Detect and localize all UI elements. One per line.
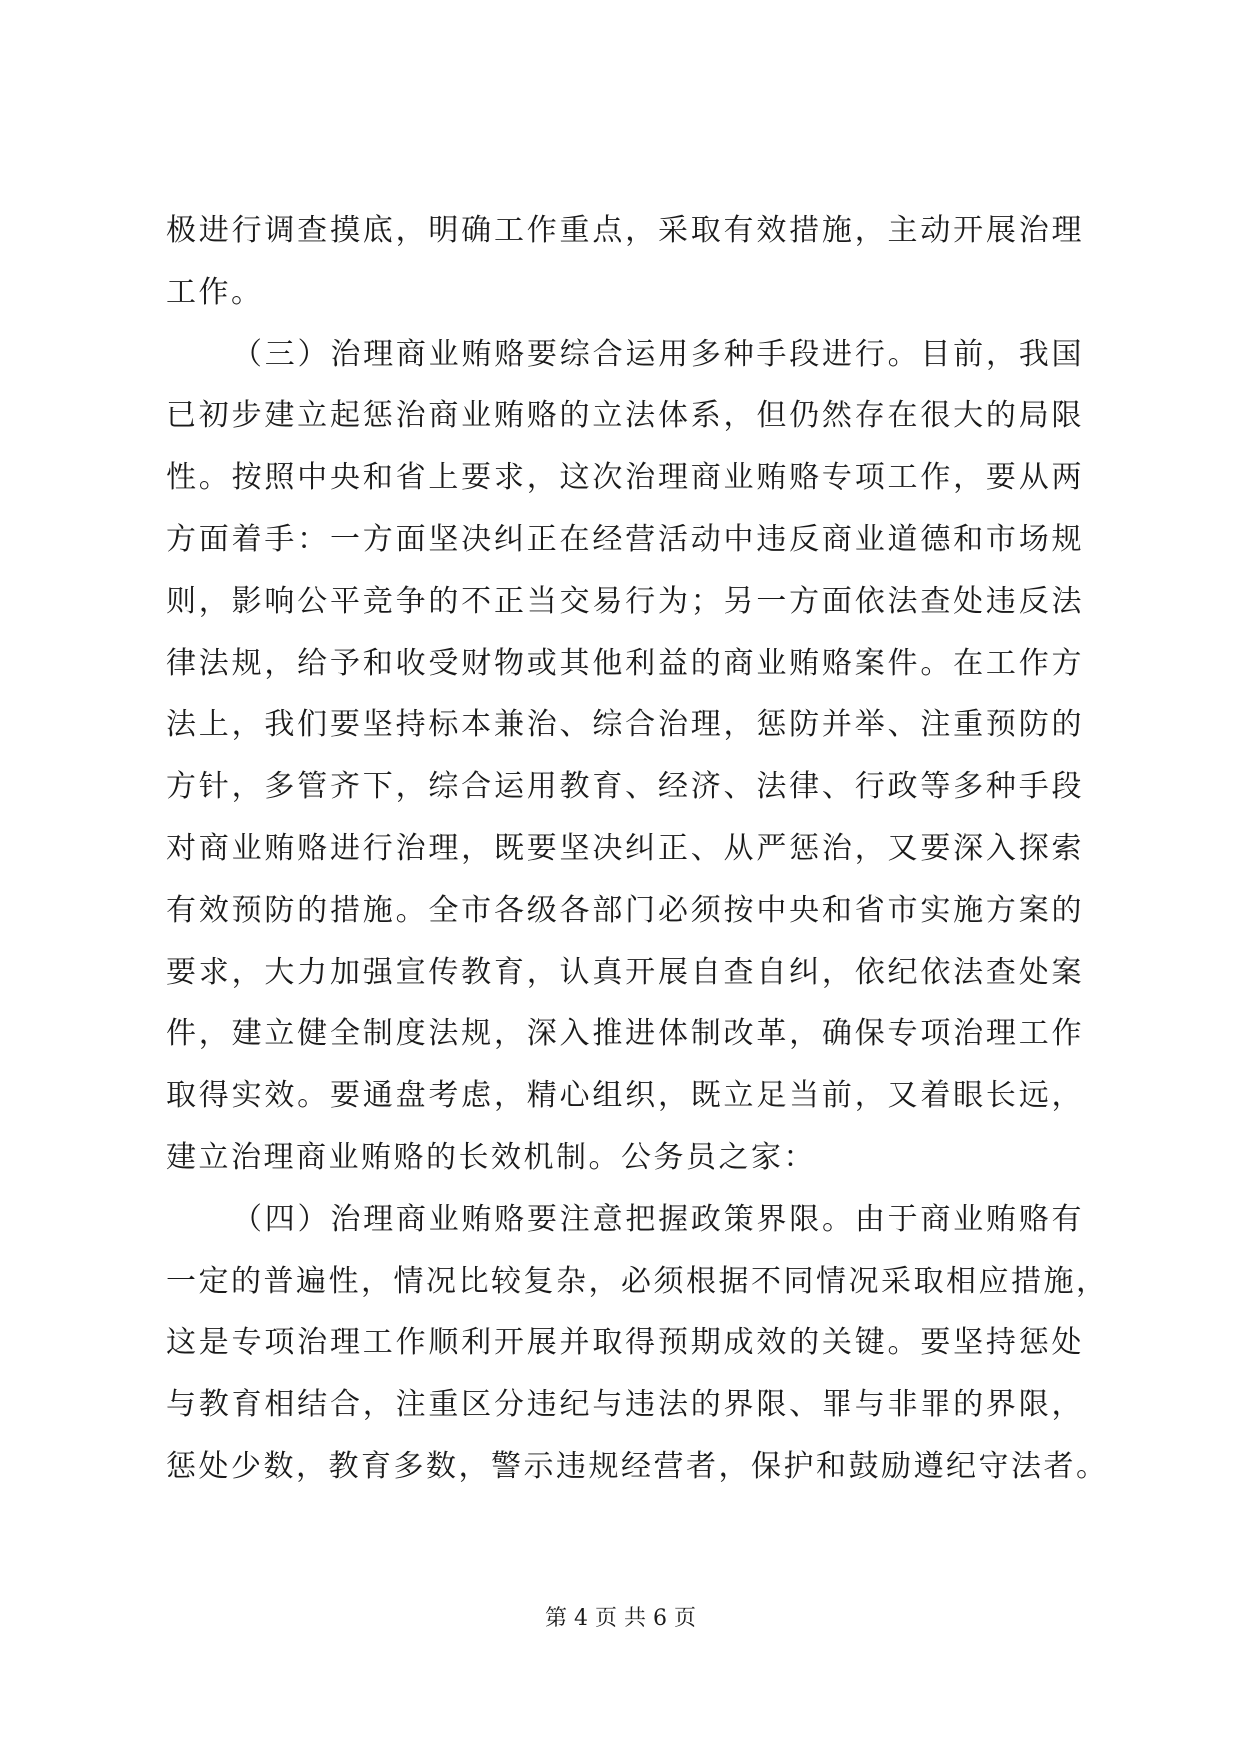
paragraph-line: 律法规，给予和收受财物或其他利益的商业贿赂案件。在工作方 xyxy=(166,645,1084,681)
paragraph-line: 建立治理商业贿赂的长效机制。公务员之家： xyxy=(166,1139,816,1175)
paragraph-line: 方针，多管齐下，综合运用教育、经济、法律、行政等多种手段 xyxy=(166,769,1084,805)
paragraph-line: 这是专项治理工作顺利开展并取得预期成效的关键。要坚持惩处 xyxy=(166,1325,1084,1361)
paragraph-line: 性。按照中央和省上要求，这次治理商业贿赂专项工作，要从两 xyxy=(166,460,1084,496)
page-number-footer: 第 4 页 共 6 页 xyxy=(545,1606,696,1631)
paragraph-line: 则，影响公平竞争的不正当交易行为；另一方面依法查处违反法 xyxy=(166,583,1084,619)
paragraph-line: （四）治理商业贿赂要注意把握政策界限。由于商业贿赂有 xyxy=(232,1201,1084,1237)
paragraph-line: 极进行调查摸底，明确工作重点，采取有效措施，主动开展治理 xyxy=(166,213,1084,248)
paragraph-line: 要求，大力加强宣传教育，认真开展自查自纠，依纪依法查处案 xyxy=(166,954,1084,990)
paragraph-line: 有效预防的措施。全市各级各部门必须按中央和省市实施方案的 xyxy=(166,892,1084,928)
document-body xyxy=(166,200,1109,1498)
paragraph-line: 工作。 xyxy=(166,274,264,310)
paragraph-line: 取得实效。要通盘考虑，精心组织，既立足当前，又着眼长远， xyxy=(166,1078,1084,1114)
paragraph-line: 件，建立健全制度法规，深入推进体制改革，确保专项治理工作 xyxy=(166,1016,1084,1052)
paragraph-line: 与教育相结合，注重区分违纪与违法的界限、罪与非罪的界限， xyxy=(166,1387,1084,1423)
paragraph-line: 惩处少数，教育多数，警示违规经营者，保护和鼓励遵纪守法者。 xyxy=(166,1448,1109,1484)
paragraph-line: 法上，我们要坚持标本兼治、综合治理，惩防并举、注重预防的 xyxy=(166,707,1084,743)
paragraph-line: 已初步建立起惩治商业贿赂的立法体系，但仍然存在很大的局限 xyxy=(166,398,1084,434)
paragraph-line: （三）治理商业贿赂要综合运用多种手段进行。目前，我国 xyxy=(232,336,1084,372)
paragraph-line: 一定的普遍性，情况比较复杂，必须根据不同情况采取相应措施， xyxy=(166,1263,1109,1299)
paragraph-line: 对商业贿赂进行治理，既要坚决纠正、从严惩治，又要深入探索 xyxy=(166,830,1084,866)
paragraph-line: 方面着手：一方面坚决纠正在经营活动中违反商业道德和市场规 xyxy=(166,521,1084,557)
